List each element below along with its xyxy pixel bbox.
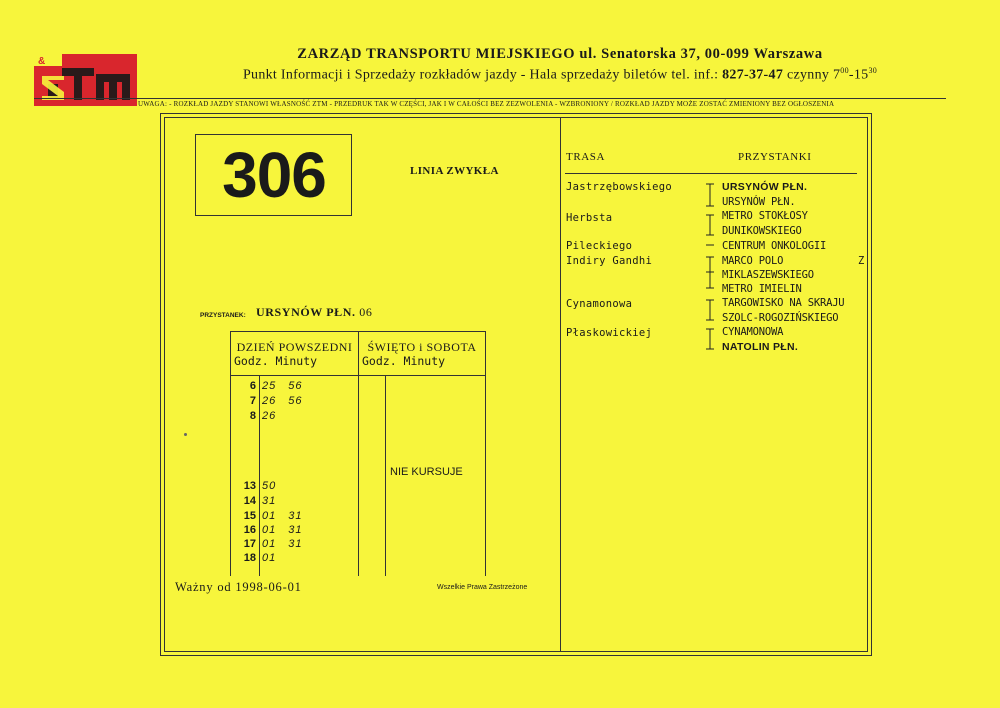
holiday-subtitle: Godz. Minuty [362,354,446,368]
minutes-cell: 50 [262,480,277,492]
route-stop: METRO IMIELIN [722,283,802,295]
copyright-warning: UWAGA: - ROZKŁAD JAZDY STANOWI WŁASNOŚĆ ZTM - PRZEDRUK TAK W CZĘŚCI, JAK I W CAŁOŚCI BEZ ZEZWOLENIA - WZBRONIONY / ROZKŁAD JAZDY MOŻE ZOSTAĆ ZMIENIONY BEZ OGŁOSZENIA [138,100,835,108]
route-stop: SZOLC-ROGOZIŃSKIEGO [722,312,839,324]
route-segment-marker [705,238,715,250]
stop-label: PRZYSTANEK: [200,312,246,319]
route-stop: CENTRUM ONKOLOGII [722,240,827,252]
tt-holiday-hour-divider [385,375,386,576]
stop-name: URSYNÓW PŁN. 06 [256,305,373,319]
tt-weekday-hour-divider [259,375,260,576]
stops-header: PRZYSTANKI [738,151,812,163]
svg-text:&: & [38,56,46,67]
hour-cell: 7 [249,395,256,407]
route-street: Indiry Gandhi [566,255,653,267]
route-stop: URSYNÓW PŁN. [722,196,796,208]
hour-cell: 15 [243,510,256,522]
header-organization: ZARZĄD TRANSPORTU MIEJSKIEGO ul. Senatorska 37, 00-099 Warszawa [297,46,823,62]
line-type: LINIA ZWYKŁA [410,165,499,177]
hour-cell: 8 [249,410,256,422]
route-street: Jastrzębowskiego [566,181,672,193]
route-stop: METRO STOKŁOSY [722,210,808,222]
route-stop: MARCO POLO [722,255,784,267]
header-info: Punkt Informacji i Sprzedaży rozkładów jazdy - Hala sprzedaży biletów tel. inf.: 827-37-47 czynny $7^{00}-15^{30}$ [242,66,878,83]
hour-cell: 16 [243,524,256,536]
route-header: TRASA [566,151,606,163]
tt-right-border [485,331,486,576]
speck [184,433,187,436]
minutes-cell: 01 31 [262,524,303,536]
route-stop: URSYNÓW PŁN. [722,181,808,193]
hour-cell: 17 [243,538,256,550]
route-stop: TARGOWISKO NA SKRAJU [722,297,845,309]
hour-cell: 13 [243,480,256,492]
route-stop: DUNIKOWSKIEGO [722,225,802,237]
phone-number: 827-37-47 [722,67,784,83]
route-street: Herbsta [566,212,613,224]
minutes-cell: 01 [262,552,277,564]
minutes-cell: 26 [262,410,277,422]
route-stop: CYNAMONOWA [722,326,784,338]
minutes-cell: 01 31 [262,538,303,550]
minutes-cell: 26 56 [262,395,303,407]
line-number: 306 [222,139,326,211]
hour-cell: 14 [243,495,256,507]
route-segment-marker [705,210,715,238]
hour-cell: 6 [249,380,256,392]
rights-reserved: Wszelkie Prawa Zastrzeżone [437,584,528,591]
route-stop: NATOLIN PŁN. [722,341,799,353]
route-segment-marker [705,252,715,292]
minutes-cell: 31 [262,495,277,507]
weekday-title: DZIEŃ POWSZEDNI [236,340,353,354]
on-demand-mark: Z [858,255,865,267]
route-street: Płaskowickiej [566,327,653,339]
minutes-cell: 25 56 [262,380,303,392]
stop-code: 06 [359,305,373,319]
route-segment-marker [705,181,715,209]
holiday-title: ŚWIĘTO i SOBOTA [367,340,477,354]
route-divider [560,117,561,652]
route-segment-marker [705,324,715,352]
route-street: Cynamonowa [566,298,633,310]
tt-column-divider [358,331,359,576]
holiday-not-running: NIE KURSUJE [390,466,463,478]
minutes-cell: 01 31 [262,510,303,522]
header-divider [34,98,946,99]
valid-from: Ważny od 1998-06-01 [175,580,302,594]
route-segment-marker [705,295,715,323]
route-street: Pileckiego [566,240,633,252]
route-stop: MIKLASZEWSKIEGO [722,269,814,281]
route-header-rule [565,173,857,174]
hour-cell: 18 [243,552,256,564]
weekday-subtitle: Godz. Minuty [234,354,318,368]
